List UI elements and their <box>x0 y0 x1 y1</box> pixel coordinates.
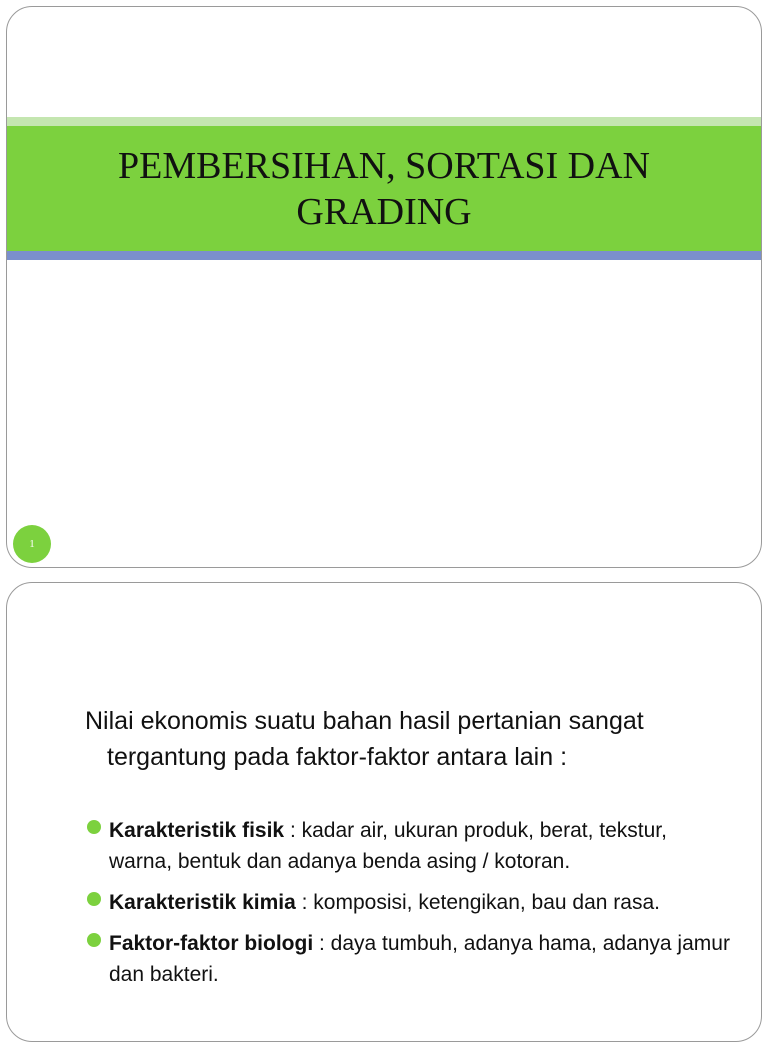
bullet-dot-icon <box>87 933 101 947</box>
bullet-text: : kadar air, ukuran produk, berat, tekstur, warna, bentuk dan adanya benda asing / kotoran. <box>109 819 667 873</box>
title-band <box>7 126 761 251</box>
list-item <box>85 815 735 877</box>
list-item <box>85 928 735 990</box>
bullet-term: Karakteristik fisik <box>109 819 285 842</box>
title-band-top-stripe <box>7 117 761 126</box>
page-number-badge: 1 <box>13 525 51 563</box>
slide-1 <box>6 6 762 568</box>
bullet-term: Karakteristik kimia <box>109 891 296 914</box>
bullet-text: : komposisi, ketengikan, bau dan rasa. <box>295 891 660 914</box>
bullet-dot-icon <box>87 892 101 906</box>
factor-list <box>85 815 735 1000</box>
list-item <box>85 887 735 918</box>
bullet-text: : daya tumbuh, adanya hama, adanya jamur dan bakteri. <box>109 932 730 986</box>
bullet-term: Faktor-faktor biologi <box>109 932 314 955</box>
bullet-dot-icon <box>87 820 101 834</box>
slide-2 <box>6 582 762 1042</box>
intro-paragraph: Nilai ekonomis suatu bahan hasil pertanian sangat tergantung pada faktor-faktor antara lain : <box>85 707 644 771</box>
title-band-bottom-stripe <box>7 251 761 260</box>
slide-title: PEMBERSIHAN, SORTASI DAN GRADING <box>117 144 651 233</box>
